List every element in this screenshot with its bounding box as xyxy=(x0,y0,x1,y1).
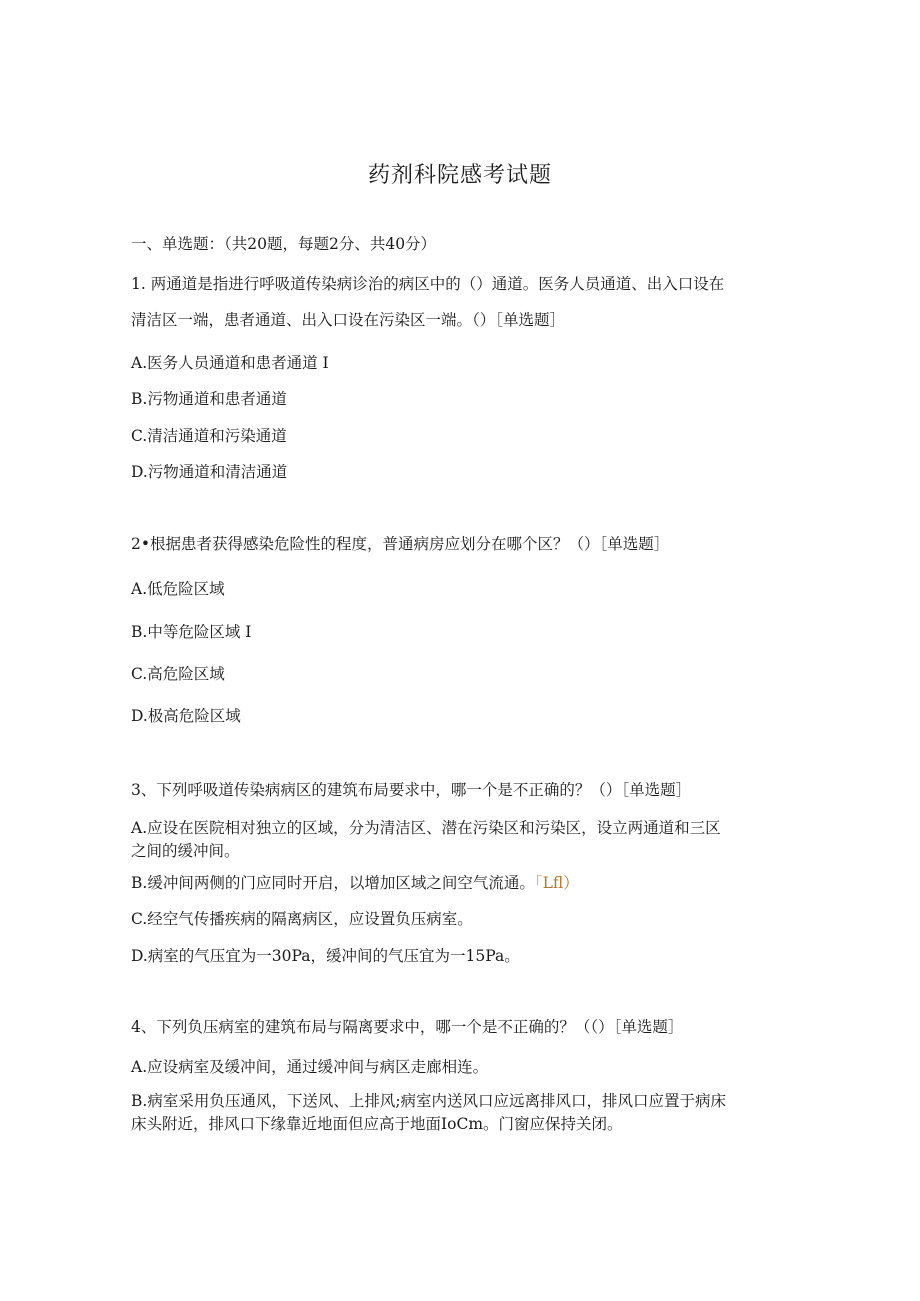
question-4-option-b-line-1: B.病室采用负压通风，下送风、上排风;病室内送风口应远离排风口，排风口应置于病床 xyxy=(131,1092,727,1110)
question-3-option-d: D.病室的气压宜为一30Pa，缓冲间的气压宜为一15Pa。 xyxy=(131,947,520,965)
document-title: 药剂科院感考试题 xyxy=(367,163,552,188)
question-4-option-a: A.应设病室及缓冲间，通过缓冲间与病区走廊相连。 xyxy=(131,1058,489,1076)
question-1-stem-line-2: 清洁区一端，患者通道、出入口设在污染区一端。（）［单选题］ xyxy=(131,311,566,329)
question-2-option-d: D.极高危险区域 xyxy=(131,707,241,725)
question-2-option-a: A.低危险区域 xyxy=(131,580,225,598)
section-header: 一、单选题：（共20题，每题2分、共40分） xyxy=(131,235,437,253)
question-1-option-c: C.清洁通道和污染通道 xyxy=(131,427,287,445)
question-1-option-a: A.医务人员通道和患者通道 I xyxy=(131,354,329,372)
question-3-option-a-line-2: 之间的缓冲间。 xyxy=(131,842,240,860)
question-3-option-c: C.经空气传播疾病的隔离病区，应设置负压病室。 xyxy=(131,910,473,928)
answer-mark: 「Lfl） xyxy=(534,874,579,892)
question-1-option-b: B.污物通道和患者通道 xyxy=(131,390,287,408)
question-1-option-d: D.污物通道和清洁通道 xyxy=(131,463,288,481)
question-3-stem: 3、下列呼吸道传染病病区的建筑布局要求中，哪一个是不正确的？（）［单选题］ xyxy=(131,781,692,799)
question-3-option-b xyxy=(131,872,791,894)
question-4-option-b-line-2: 床头附近，排风口下缘靠近地面但应高于地面IoCm。门窗应保持关闭。 xyxy=(131,1115,623,1133)
question-2-option-c: C.高危险区域 xyxy=(131,665,225,683)
question-1-stem-line-1: 1. 两通道是指进行呼吸道传染病诊治的病区中的（）通道。医务人员通道、出入口设在 xyxy=(131,275,725,293)
question-3-option-b-text: B.缓冲间两侧的门应同时开启，以增加区域之间空气流通。 xyxy=(131,874,535,892)
question-3-option-a-line-1: A.应设在医院相对独立的区域，分为清洁区、潜在污染区和污染区，设立两通道和三区 xyxy=(131,819,721,837)
question-2-stem: 2•根据患者获得感染危险性的程度，普通病房应划分在哪个区？（）［单选题］ xyxy=(131,535,670,553)
question-4-stem: 4、下列负压病室的建筑布局与隔离要求中，哪一个是不正确的？（（）［单选题］ xyxy=(131,1018,684,1036)
question-2-option-b: B.中等危险区域 I xyxy=(131,623,252,641)
